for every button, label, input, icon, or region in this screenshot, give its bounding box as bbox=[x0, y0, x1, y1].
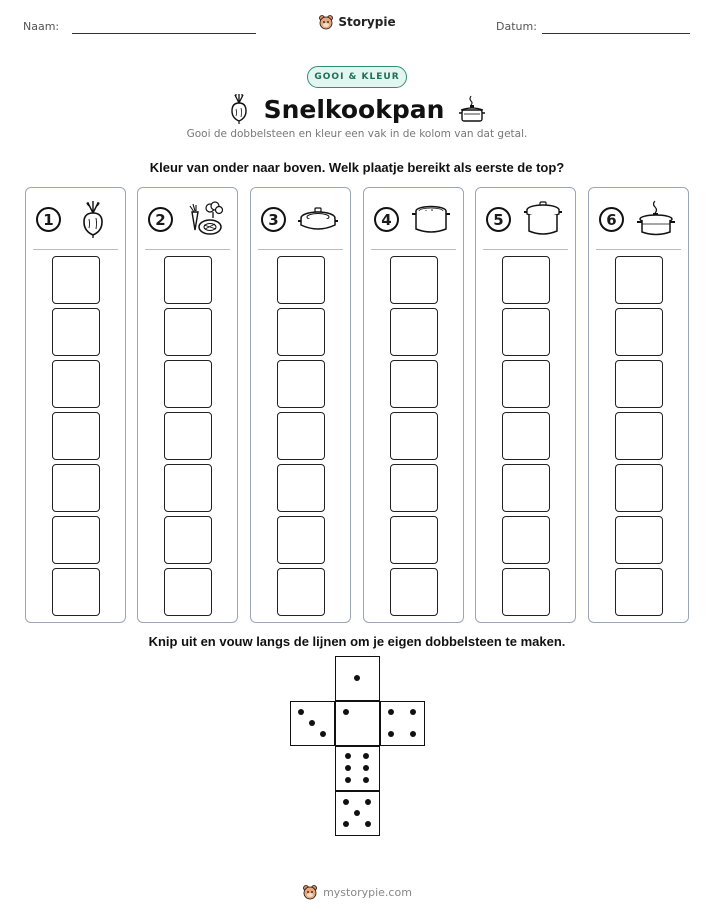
color-box[interactable] bbox=[615, 464, 663, 512]
cut-instruction: Knip uit en vouw langs de lijnen om je eigen dobbelsteen te maken. bbox=[148, 634, 566, 649]
vegetables-icon bbox=[184, 200, 226, 238]
date-label: Datum: bbox=[496, 20, 537, 33]
color-box[interactable] bbox=[277, 360, 325, 408]
color-box[interactable] bbox=[277, 412, 325, 460]
column-2 bbox=[137, 187, 238, 623]
color-box[interactable] bbox=[164, 464, 212, 512]
color-box[interactable] bbox=[502, 516, 550, 564]
dice-face-3 bbox=[290, 701, 335, 746]
dice-face-center bbox=[335, 701, 380, 746]
color-box[interactable] bbox=[164, 256, 212, 304]
color-box[interactable] bbox=[390, 360, 438, 408]
color-box[interactable] bbox=[277, 256, 325, 304]
column-6 bbox=[588, 187, 689, 623]
footer-url: mystorypie.com bbox=[323, 885, 412, 899]
color-box[interactable] bbox=[502, 568, 550, 616]
color-box[interactable] bbox=[390, 412, 438, 460]
column-4 bbox=[363, 187, 464, 623]
pressure-cooker-icon bbox=[522, 200, 564, 238]
color-box[interactable] bbox=[390, 568, 438, 616]
steaming-pot-icon bbox=[458, 94, 486, 124]
name-line[interactable] bbox=[72, 33, 256, 34]
color-box[interactable] bbox=[164, 568, 212, 616]
column-5 bbox=[475, 187, 576, 623]
footer bbox=[0, 884, 714, 900]
beet-icon bbox=[72, 200, 114, 238]
brand-logo bbox=[0, 14, 714, 30]
color-box[interactable] bbox=[52, 568, 100, 616]
color-box[interactable] bbox=[615, 568, 663, 616]
color-box[interactable] bbox=[52, 256, 100, 304]
color-box[interactable] bbox=[164, 360, 212, 408]
pressure-cooker-lid-icon bbox=[297, 200, 339, 238]
color-box[interactable] bbox=[390, 308, 438, 356]
subtitle: Gooi de dobbelsteen en kleur een vak in de kolom van dat getal. bbox=[186, 128, 528, 140]
color-box[interactable] bbox=[615, 412, 663, 460]
color-box[interactable] bbox=[52, 308, 100, 356]
color-box[interactable] bbox=[502, 256, 550, 304]
color-box[interactable] bbox=[164, 412, 212, 460]
color-box[interactable] bbox=[52, 464, 100, 512]
column-3 bbox=[250, 187, 351, 623]
race-columns bbox=[25, 187, 690, 623]
steaming-pot-icon bbox=[635, 200, 677, 238]
dice-net bbox=[290, 656, 425, 836]
dice-face-1 bbox=[335, 656, 380, 701]
column-number: 2 bbox=[148, 207, 173, 232]
storypie-mascot-icon bbox=[302, 884, 318, 900]
color-box[interactable] bbox=[52, 412, 100, 460]
name-label: Naam: bbox=[23, 20, 60, 33]
color-box[interactable] bbox=[502, 360, 550, 408]
color-box[interactable] bbox=[390, 516, 438, 564]
color-box[interactable] bbox=[390, 256, 438, 304]
color-box[interactable] bbox=[277, 308, 325, 356]
color-box[interactable] bbox=[502, 308, 550, 356]
column-number: 3 bbox=[261, 207, 286, 232]
dice-face-4 bbox=[380, 701, 425, 746]
storypie-mascot-icon bbox=[318, 14, 334, 30]
soup-pot-icon bbox=[410, 200, 452, 238]
color-box[interactable] bbox=[52, 360, 100, 408]
color-box[interactable] bbox=[277, 516, 325, 564]
color-box[interactable] bbox=[277, 464, 325, 512]
page-title: Snelkookpan bbox=[263, 94, 445, 124]
instruction: Kleur van onder naar boven. Welk plaatje bereikt als eerste de top? bbox=[149, 160, 565, 175]
color-box[interactable] bbox=[502, 412, 550, 460]
color-box[interactable] bbox=[164, 516, 212, 564]
dice-face-5 bbox=[335, 791, 380, 836]
color-box[interactable] bbox=[164, 308, 212, 356]
beet-icon bbox=[228, 93, 250, 125]
color-box[interactable] bbox=[52, 516, 100, 564]
color-box[interactable] bbox=[615, 360, 663, 408]
column-1 bbox=[25, 187, 126, 623]
color-box[interactable] bbox=[615, 308, 663, 356]
column-number: 5 bbox=[486, 207, 511, 232]
column-number: 1 bbox=[36, 207, 61, 232]
dice-face-6 bbox=[335, 746, 380, 791]
color-box[interactable] bbox=[502, 464, 550, 512]
activity-badge: GOOI & KLEUR bbox=[307, 66, 407, 88]
column-number: 6 bbox=[599, 207, 624, 232]
color-box[interactable] bbox=[615, 256, 663, 304]
color-box[interactable] bbox=[390, 464, 438, 512]
column-number: 4 bbox=[374, 207, 399, 232]
brand-name: Storypie bbox=[338, 15, 396, 29]
date-line[interactable] bbox=[542, 33, 690, 34]
color-box[interactable] bbox=[277, 568, 325, 616]
color-box[interactable] bbox=[615, 516, 663, 564]
